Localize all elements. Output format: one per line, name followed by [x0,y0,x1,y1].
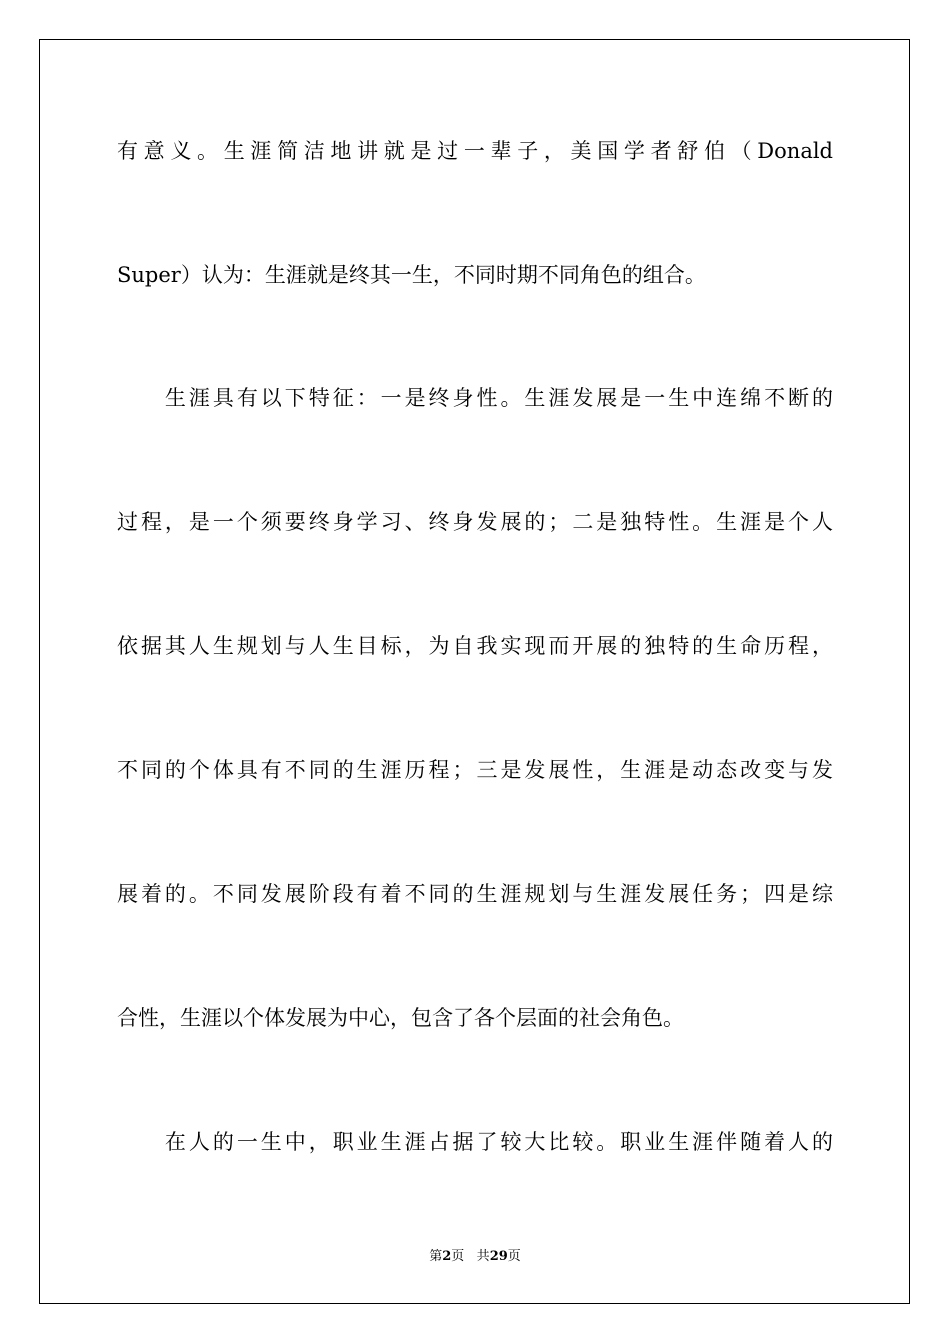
text-line: Super）认为：生涯就是终其一生，不同时期不同角色的组合。 [117,263,706,287]
text-line: 有意义。生涯简洁地讲就是过一辈子，美国学者舒伯（Donald [117,139,833,163]
page-number: 2 [442,1249,452,1264]
text-line: 过程，是一个须要终身学习、终身发展的；二是独特性。生涯是个人 [117,510,833,534]
footer-gap [464,1249,476,1264]
footer-prefix: 第 [429,1249,443,1264]
footer-page-suffix: 页 [451,1249,465,1264]
total-pages: 29 [489,1249,508,1264]
footer-total-prefix: 共 [476,1249,490,1264]
footer-total-suffix: 页 [507,1249,521,1264]
page-border [39,39,910,1304]
page-footer [0,1248,950,1266]
text-line: 展着的。不同发展阶段有着不同的生涯规划与生涯发展任务；四是综 [117,882,833,906]
text-line: 生涯具有以下特征：一是终身性。生涯发展是一生中连绵不断的 [117,386,833,410]
text-line: 合性，生涯以个体发展为中心，包含了各个层面的社会角色。 [117,1006,684,1030]
text-line: 依据其人生规划与人生目标，为自我实现而开展的独特的生命历程， [117,634,833,658]
text-line: 不同的个体具有不同的生涯历程；三是发展性，生涯是动态改变与发 [117,758,833,782]
text-line: 在人的一生中，职业生涯占据了较大比较。职业生涯伴随着人的 [117,1130,833,1154]
